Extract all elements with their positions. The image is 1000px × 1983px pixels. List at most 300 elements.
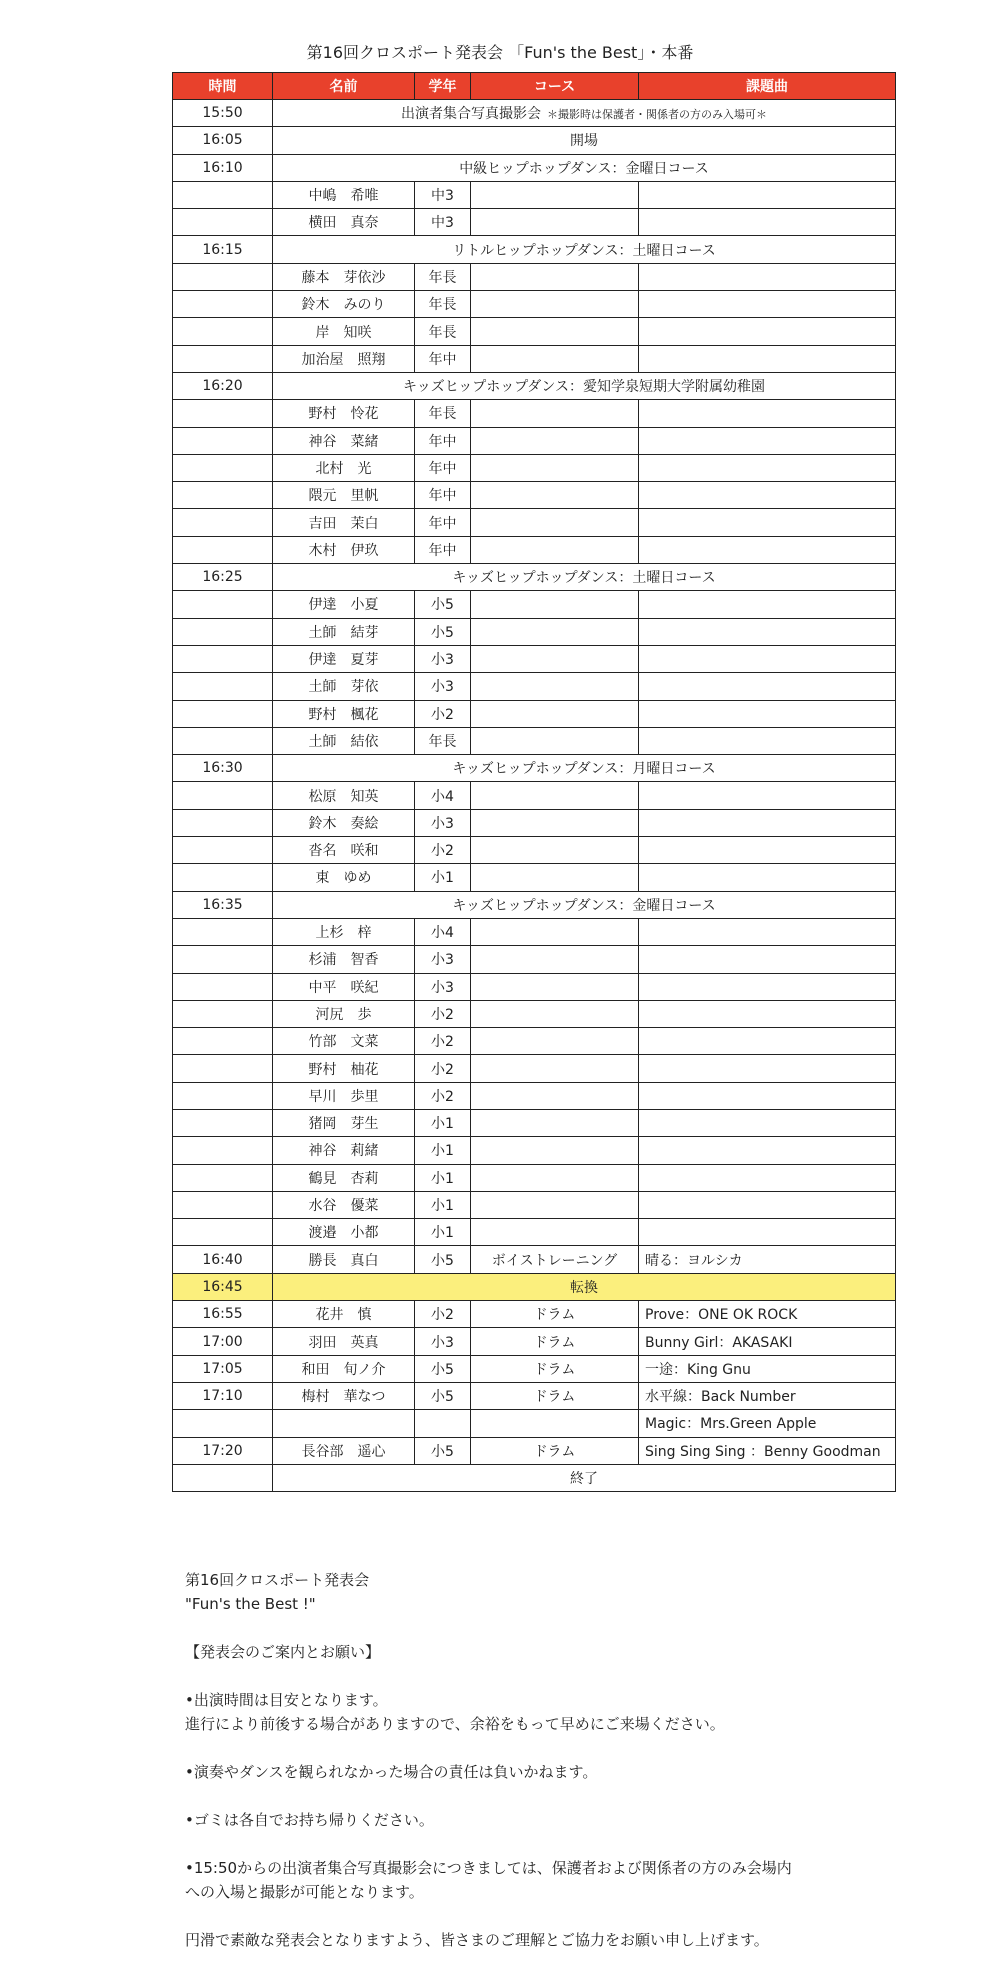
section-row	[173, 100, 896, 127]
time-cell: 16:35	[173, 891, 273, 918]
time-cell	[173, 837, 273, 864]
song-cell	[639, 454, 896, 481]
name-cell: 鈴木 奏絵	[273, 809, 415, 836]
grade-cell: 小2	[415, 1055, 471, 1082]
grade-cell: 中3	[415, 181, 471, 208]
grade-cell: 小1	[415, 1137, 471, 1164]
header-row	[173, 73, 896, 100]
time-cell	[173, 536, 273, 563]
table-row	[173, 1382, 896, 1409]
grade-cell: 小5	[415, 618, 471, 645]
name-cell: 北村 光	[273, 454, 415, 481]
song-cell: Sing Sing Sing ：Benny Goodman	[639, 1437, 896, 1464]
table-row	[173, 318, 896, 345]
grade-cell: 小1	[415, 1109, 471, 1136]
name-cell: 神谷 莉緒	[273, 1137, 415, 1164]
info-event: 第16回クロスポート発表会	[185, 1571, 370, 1589]
song-cell	[639, 645, 896, 672]
song-cell	[639, 673, 896, 700]
time-cell	[173, 1410, 273, 1437]
song-cell	[639, 918, 896, 945]
time-cell	[173, 318, 273, 345]
section-title: キッズヒップホップダンス：月曜日コース	[452, 761, 716, 778]
grade-cell: 小2	[415, 700, 471, 727]
table-row	[173, 1191, 896, 1218]
time-cell	[173, 645, 273, 672]
header-grade: 学年	[415, 73, 471, 100]
course-cell	[471, 618, 639, 645]
course-cell	[471, 291, 639, 318]
grade-cell: 年長	[415, 400, 471, 427]
course-cell: ドラム	[471, 1437, 639, 1464]
time-cell	[173, 1191, 273, 1218]
grade-cell: 小1	[415, 1191, 471, 1218]
grade-cell: 小5	[415, 591, 471, 618]
song-cell	[639, 1055, 896, 1082]
section-row	[173, 1464, 896, 1491]
time-cell: 17:20	[173, 1437, 273, 1464]
time-cell	[173, 263, 273, 290]
course-cell	[471, 1028, 639, 1055]
course-cell	[471, 946, 639, 973]
song-cell	[639, 263, 896, 290]
song-cell	[639, 1109, 896, 1136]
page-title: 第16回クロスポート発表会 「Fun's the Best」・本番	[306, 43, 694, 62]
grade-cell: 年中	[415, 427, 471, 454]
time-cell	[173, 1109, 273, 1136]
section-note: ＊撮影時は保護者・関係者の方のみ入場可＊	[547, 108, 767, 122]
grade-cell: 小5	[415, 1355, 471, 1382]
grade-cell: 小3	[415, 1328, 471, 1355]
name-cell: 吉田 茉白	[273, 509, 415, 536]
time-cell	[173, 345, 273, 372]
name-cell: 花井 慎	[273, 1301, 415, 1328]
section-row	[173, 564, 896, 591]
grade-cell: 小1	[415, 1219, 471, 1246]
song-cell	[639, 400, 896, 427]
table-row	[173, 454, 896, 481]
section-title-cell	[273, 100, 896, 127]
name-cell: 竹部 文菜	[273, 1028, 415, 1055]
song-cell	[639, 700, 896, 727]
song-cell: 水平線：Back Number	[639, 1382, 896, 1409]
grade-cell: 小2	[415, 1028, 471, 1055]
table-row	[173, 1109, 896, 1136]
info-note-1b: 進行により前後する場合がありますので、余裕をもって早めにご来場ください。	[185, 1715, 725, 1733]
course-cell: ドラム	[471, 1328, 639, 1355]
song-cell	[639, 1082, 896, 1109]
course-cell	[471, 1164, 639, 1191]
song-cell	[639, 482, 896, 509]
section-title: リトルヒップホップダンス：土曜日コース	[452, 242, 716, 259]
grade-cell: 小5	[415, 1246, 471, 1273]
info-section	[185, 1568, 945, 1952]
song-cell	[639, 318, 896, 345]
section-title: キッズヒップホップダンス：金曜日コース	[452, 897, 716, 914]
section-title-cell	[273, 564, 896, 591]
grade-cell: 小5	[415, 1437, 471, 1464]
section-title-cell	[273, 236, 896, 263]
name-cell: 土師 結芽	[273, 618, 415, 645]
time-cell	[173, 1219, 273, 1246]
grade-cell: 年長	[415, 263, 471, 290]
table-row	[173, 1028, 896, 1055]
course-cell	[471, 400, 639, 427]
section-title-cell	[273, 1464, 896, 1491]
name-cell: 渡邉 小都	[273, 1219, 415, 1246]
table-row	[173, 673, 896, 700]
name-cell: 隈元 里帆	[273, 482, 415, 509]
table-row	[173, 837, 896, 864]
grade-cell: 年長	[415, 318, 471, 345]
section-title: 出演者集合写真撮影会	[401, 106, 541, 123]
grade-cell: 年中	[415, 536, 471, 563]
table-row	[173, 209, 896, 236]
grade-cell: 小3	[415, 973, 471, 1000]
name-cell: 伊達 夏芽	[273, 645, 415, 672]
time-cell	[173, 454, 273, 481]
course-cell	[471, 864, 639, 891]
section-row	[173, 755, 896, 782]
name-cell: 勝長 真白	[273, 1246, 415, 1273]
time-cell	[173, 1055, 273, 1082]
course-cell	[471, 1109, 639, 1136]
course-cell	[471, 1055, 639, 1082]
header-name: 名前	[273, 73, 415, 100]
grade-cell: 小1	[415, 864, 471, 891]
time-cell	[173, 1137, 273, 1164]
time-cell	[173, 509, 273, 536]
header-time: 時間	[173, 73, 273, 100]
song-cell	[639, 782, 896, 809]
grade-cell: 小3	[415, 946, 471, 973]
time-cell	[173, 591, 273, 618]
time-cell: 17:00	[173, 1328, 273, 1355]
song-cell	[639, 946, 896, 973]
song-cell	[639, 1000, 896, 1027]
time-cell	[173, 727, 273, 754]
table-row	[173, 1000, 896, 1027]
name-cell: 野村 怜花	[273, 400, 415, 427]
name-cell: 早川 歩里	[273, 1082, 415, 1109]
section-row	[173, 891, 896, 918]
table-row	[173, 1410, 896, 1437]
time-cell: 16:10	[173, 154, 273, 181]
table-row	[173, 782, 896, 809]
name-cell: 東 ゆめ	[273, 864, 415, 891]
time-cell	[173, 1464, 273, 1491]
course-cell: ドラム	[471, 1301, 639, 1328]
time-cell: 16:55	[173, 1301, 273, 1328]
course-cell	[471, 1410, 639, 1437]
section-row	[173, 1273, 896, 1300]
song-cell	[639, 837, 896, 864]
time-cell	[173, 291, 273, 318]
name-cell	[273, 1410, 415, 1437]
course-cell	[471, 700, 639, 727]
table-row	[173, 1164, 896, 1191]
time-cell: 16:15	[173, 236, 273, 263]
time-cell: 16:45	[173, 1273, 273, 1300]
name-cell: 伊達 小夏	[273, 591, 415, 618]
time-cell	[173, 973, 273, 1000]
table-row	[173, 482, 896, 509]
time-cell: 17:10	[173, 1382, 273, 1409]
grade-cell: 年中	[415, 454, 471, 481]
table-row	[173, 400, 896, 427]
song-cell: 晴る：ヨルシカ	[639, 1246, 896, 1273]
course-cell	[471, 454, 639, 481]
section-title: 開場	[570, 133, 598, 150]
grade-cell: 小3	[415, 673, 471, 700]
name-cell: 河尻 歩	[273, 1000, 415, 1027]
time-cell	[173, 782, 273, 809]
name-cell: 土師 結依	[273, 727, 415, 754]
section-title: 転換	[570, 1279, 598, 1296]
name-cell: 野村 楓花	[273, 700, 415, 727]
section-title: 終了	[570, 1470, 598, 1487]
song-cell	[639, 864, 896, 891]
course-cell: ドラム	[471, 1355, 639, 1382]
course-cell	[471, 427, 639, 454]
name-cell: 木村 伊玖	[273, 536, 415, 563]
info-note-1a: •出演時間は目安となります。	[185, 1691, 388, 1709]
table-row	[173, 645, 896, 672]
table-row	[173, 1082, 896, 1109]
name-cell: 中平 咲紀	[273, 973, 415, 1000]
table-row	[173, 973, 896, 1000]
name-cell: 神谷 菜緒	[273, 427, 415, 454]
table-row	[173, 946, 896, 973]
name-cell: 水谷 優菜	[273, 1191, 415, 1218]
song-cell	[639, 1164, 896, 1191]
name-cell: 岸 知咲	[273, 318, 415, 345]
song-cell	[639, 181, 896, 208]
name-cell: 羽田 英真	[273, 1328, 415, 1355]
time-cell: 17:05	[173, 1355, 273, 1382]
section-row	[173, 127, 896, 154]
header-song: 課題曲	[639, 73, 896, 100]
song-cell: Bunny Girl：AKASAKI	[639, 1328, 896, 1355]
time-cell	[173, 181, 273, 208]
table-row	[173, 1246, 896, 1273]
info-closing: 円滑で素敵な発表会となりますよう、皆さまのご理解とご協力をお願い申し上げます。	[185, 1931, 769, 1949]
table-row	[173, 700, 896, 727]
section-title-cell	[273, 891, 896, 918]
name-cell: 加治屋 照翔	[273, 345, 415, 372]
table-row	[173, 1328, 896, 1355]
course-cell	[471, 1191, 639, 1218]
grade-cell: 年長	[415, 291, 471, 318]
section-row	[173, 154, 896, 181]
section-title-cell	[273, 755, 896, 782]
table-row	[173, 618, 896, 645]
table-row	[173, 1219, 896, 1246]
song-cell	[639, 291, 896, 318]
course-cell	[471, 482, 639, 509]
time-cell	[173, 864, 273, 891]
table-row	[173, 918, 896, 945]
name-cell: 猪岡 芽生	[273, 1109, 415, 1136]
song-cell: 一途：King Gnu	[639, 1355, 896, 1382]
name-cell: 土師 芽依	[273, 673, 415, 700]
song-cell	[639, 973, 896, 1000]
time-cell	[173, 427, 273, 454]
course-cell	[471, 1137, 639, 1164]
time-cell	[173, 700, 273, 727]
time-cell	[173, 946, 273, 973]
name-cell: 和田 旬ノ介	[273, 1355, 415, 1382]
name-cell: 杉浦 智香	[273, 946, 415, 973]
time-cell	[173, 673, 273, 700]
song-cell	[639, 209, 896, 236]
course-cell	[471, 973, 639, 1000]
table-row	[173, 509, 896, 536]
course-cell	[471, 263, 639, 290]
table-row	[173, 727, 896, 754]
course-cell	[471, 181, 639, 208]
course-cell	[471, 727, 639, 754]
section-title: 中級ヒップホップダンス：金曜日コース	[459, 160, 709, 177]
grade-cell: 小3	[415, 809, 471, 836]
time-cell	[173, 1164, 273, 1191]
table-row	[173, 1437, 896, 1464]
grade-cell: 小2	[415, 1301, 471, 1328]
name-cell: 沓名 咲和	[273, 837, 415, 864]
time-cell	[173, 918, 273, 945]
course-cell	[471, 782, 639, 809]
grade-cell: 小4	[415, 782, 471, 809]
course-cell	[471, 918, 639, 945]
info-heading: 【発表会のご案内とお願い】	[185, 1643, 381, 1661]
name-cell: 長谷部 遥心	[273, 1437, 415, 1464]
grade-cell: 小2	[415, 1000, 471, 1027]
section-title: キッズヒップホップダンス：土曜日コース	[452, 570, 716, 587]
section-title-cell	[273, 127, 896, 154]
course-cell	[471, 1082, 639, 1109]
section-title-cell	[273, 1273, 896, 1300]
schedule-table	[172, 72, 896, 1492]
section-title: キッズヒップホップダンス：愛知学泉短期大学附属幼稚園	[402, 379, 766, 396]
grade-cell: 年中	[415, 482, 471, 509]
song-cell	[639, 809, 896, 836]
course-cell	[471, 345, 639, 372]
grade-cell: 小5	[415, 1382, 471, 1409]
time-cell	[173, 1082, 273, 1109]
header-course: コース	[471, 73, 639, 100]
grade-cell: 年長	[415, 727, 471, 754]
song-cell: Prove：ONE OK ROCK	[639, 1301, 896, 1328]
song-cell: Magic：Mrs.Green Apple	[639, 1410, 896, 1437]
course-cell	[471, 209, 639, 236]
grade-cell: 年中	[415, 345, 471, 372]
grade-cell	[415, 1410, 471, 1437]
song-cell	[639, 427, 896, 454]
grade-cell: 小4	[415, 918, 471, 945]
course-cell	[471, 591, 639, 618]
course-cell	[471, 1000, 639, 1027]
table-row	[173, 1355, 896, 1382]
time-cell	[173, 809, 273, 836]
course-cell	[471, 536, 639, 563]
grade-cell: 小1	[415, 1164, 471, 1191]
time-cell: 16:20	[173, 372, 273, 399]
time-cell	[173, 618, 273, 645]
section-title-cell	[273, 372, 896, 399]
time-cell	[173, 482, 273, 509]
course-cell	[471, 837, 639, 864]
table-row	[173, 1301, 896, 1328]
time-cell: 15:50	[173, 100, 273, 127]
course-cell	[471, 673, 639, 700]
song-cell	[639, 618, 896, 645]
table-row	[173, 1137, 896, 1164]
name-cell: 横田 真奈	[273, 209, 415, 236]
name-cell: 松原 知英	[273, 782, 415, 809]
grade-cell: 小2	[415, 1082, 471, 1109]
time-cell	[173, 1028, 273, 1055]
name-cell: 中嶋 希唯	[273, 181, 415, 208]
song-cell	[639, 536, 896, 563]
table-row	[173, 291, 896, 318]
schedule-body	[173, 100, 896, 1492]
time-cell: 16:40	[173, 1246, 273, 1273]
course-cell	[471, 509, 639, 536]
info-note-3: •ゴミは各自でお持ち帰りください。	[185, 1811, 434, 1829]
info-note-2: •演奏やダンスを観られなかった場合の責任は負いかねます。	[185, 1763, 598, 1781]
table-row	[173, 427, 896, 454]
song-cell	[639, 591, 896, 618]
name-cell: 上杉 梓	[273, 918, 415, 945]
grade-cell: 小3	[415, 645, 471, 672]
course-cell	[471, 809, 639, 836]
time-cell	[173, 400, 273, 427]
table-row	[173, 181, 896, 208]
course-cell: ドラム	[471, 1382, 639, 1409]
song-cell	[639, 345, 896, 372]
info-subtitle: "Fun's the Best !"	[185, 1595, 316, 1613]
song-cell	[639, 1028, 896, 1055]
course-cell	[471, 645, 639, 672]
time-cell: 16:25	[173, 564, 273, 591]
course-cell	[471, 318, 639, 345]
name-cell: 鈴木 みのり	[273, 291, 415, 318]
section-row	[173, 372, 896, 399]
song-cell	[639, 1191, 896, 1218]
table-row	[173, 536, 896, 563]
name-cell: 鶴見 杏莉	[273, 1164, 415, 1191]
grade-cell: 年中	[415, 509, 471, 536]
time-cell: 16:05	[173, 127, 273, 154]
name-cell: 梅村 華なつ	[273, 1382, 415, 1409]
info-note-4b: への入場と撮影が可能となります。	[185, 1883, 424, 1901]
table-row	[173, 809, 896, 836]
course-cell: ボイストレーニング	[471, 1246, 639, 1273]
time-cell: 16:30	[173, 755, 273, 782]
table-row	[173, 263, 896, 290]
table-row	[173, 864, 896, 891]
grade-cell: 小2	[415, 837, 471, 864]
name-cell: 藤本 芽依沙	[273, 263, 415, 290]
song-cell	[639, 1137, 896, 1164]
grade-cell: 中3	[415, 209, 471, 236]
section-title-cell	[273, 154, 896, 181]
name-cell: 野村 柚花	[273, 1055, 415, 1082]
course-cell	[471, 1219, 639, 1246]
song-cell	[639, 727, 896, 754]
time-cell	[173, 1000, 273, 1027]
table-row	[173, 1055, 896, 1082]
